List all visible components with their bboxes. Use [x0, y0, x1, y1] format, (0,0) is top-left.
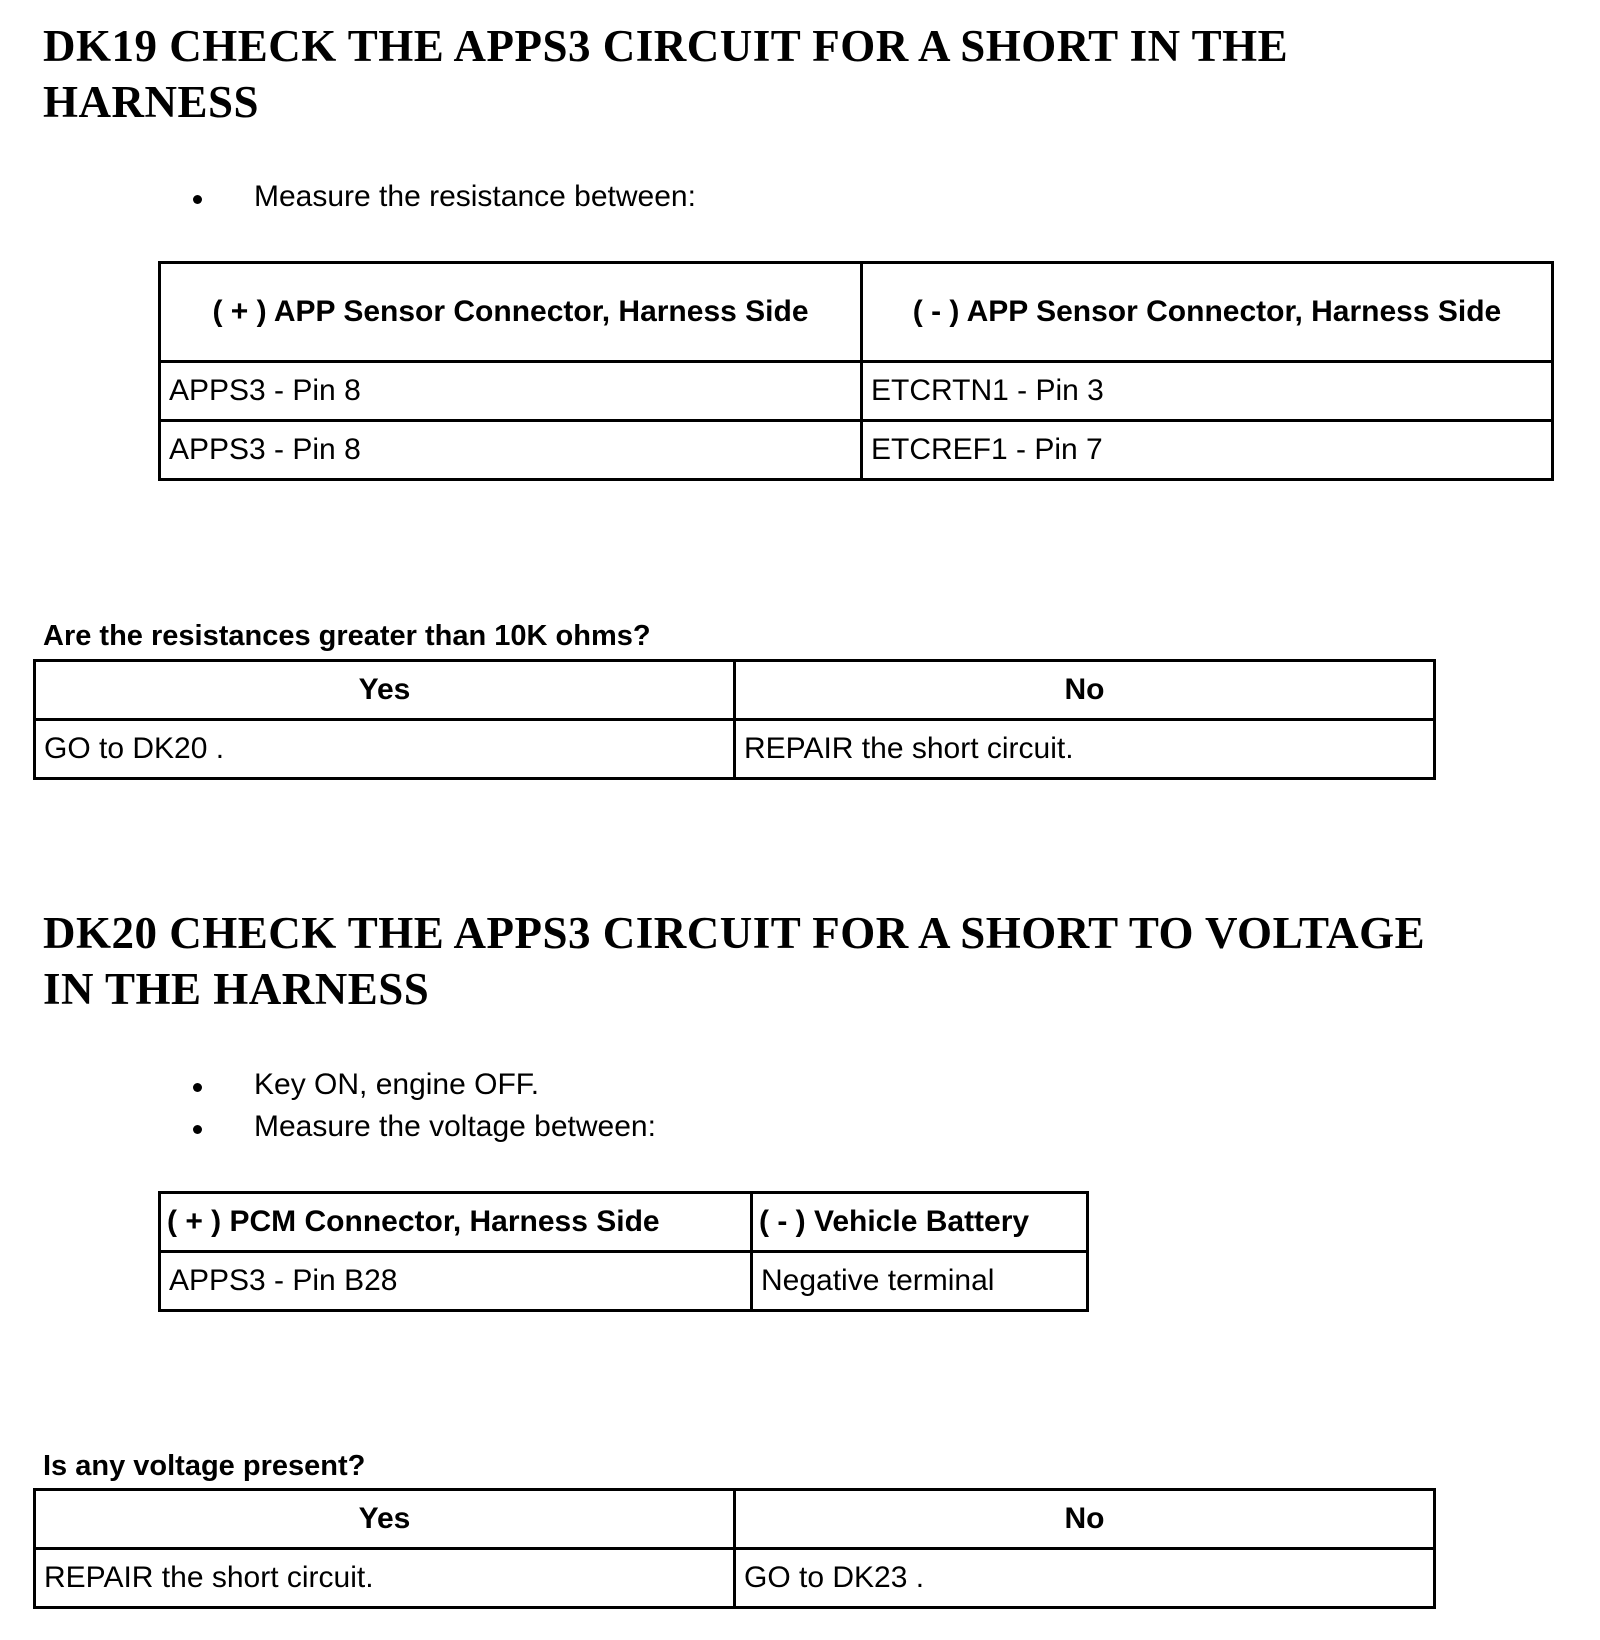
dk20-heading	[43, 905, 1425, 1017]
dk20-positive-header: ( + ) PCM Connector, Harness Side	[160, 1193, 752, 1252]
dk20-step-1: Key ON, engine OFF.	[188, 1064, 656, 1106]
yes-action: GO to DK20 .	[35, 720, 735, 779]
table-header-row	[160, 263, 1553, 362]
table-header-row	[35, 661, 1435, 720]
dk20-answer-table	[33, 1488, 1436, 1609]
dk19-answer-table	[33, 659, 1436, 780]
dk19-heading	[43, 18, 1288, 130]
yes-header: Yes	[35, 661, 735, 720]
dk20-heading-line2: IN THE HARNESS	[43, 964, 430, 1014]
table-cell: Negative terminal	[752, 1252, 1088, 1311]
table-cell: ETCRTN1 - Pin 3	[862, 362, 1553, 421]
dk19-positive-header: ( + ) APP Sensor Connector, Harness Side	[160, 263, 862, 362]
table-row	[35, 1549, 1435, 1608]
dk20-step-2: Measure the voltage between:	[188, 1106, 656, 1148]
dk19-steps	[188, 176, 696, 218]
no-action: GO to DK23 .	[735, 1549, 1435, 1608]
table-header-row	[160, 1193, 1088, 1252]
no-header: No	[735, 661, 1435, 720]
dk19-step-1: Measure the resistance between:	[188, 176, 696, 218]
table-cell: APPS3 - Pin 8	[160, 421, 862, 480]
dk19-measure-table	[158, 261, 1554, 481]
dk20-steps	[188, 1064, 656, 1148]
table-row	[160, 1252, 1088, 1311]
dk20-measure-table	[158, 1191, 1089, 1312]
dk20-negative-header: ( - ) Vehicle Battery	[752, 1193, 1088, 1252]
table-cell: ETCREF1 - Pin 7	[862, 421, 1553, 480]
dk19-question: Are the resistances greater than 10K ohms?	[43, 620, 651, 652]
no-action: REPAIR the short circuit.	[735, 720, 1435, 779]
yes-action: REPAIR the short circuit.	[35, 1549, 735, 1608]
dk20-question: Is any voltage present?	[43, 1450, 366, 1482]
table-row	[35, 720, 1435, 779]
table-row	[160, 421, 1553, 480]
dk19-negative-header: ( - ) APP Sensor Connector, Harness Side	[862, 263, 1553, 362]
dk19-heading-line1: DK19 CHECK THE APPS3 CIRCUIT FOR A SHORT IN THE	[43, 21, 1289, 71]
table-header-row	[35, 1490, 1435, 1549]
table-cell: APPS3 - Pin B28	[160, 1252, 752, 1311]
dk20-heading-line1: DK20 CHECK THE APPS3 CIRCUIT FOR A SHORT TO VOLTAGE	[43, 908, 1426, 958]
yes-header: Yes	[35, 1490, 735, 1549]
dk19-heading-line2: HARNESS	[43, 77, 260, 127]
table-cell: APPS3 - Pin 8	[160, 362, 862, 421]
table-row	[160, 362, 1553, 421]
no-header: No	[735, 1490, 1435, 1549]
